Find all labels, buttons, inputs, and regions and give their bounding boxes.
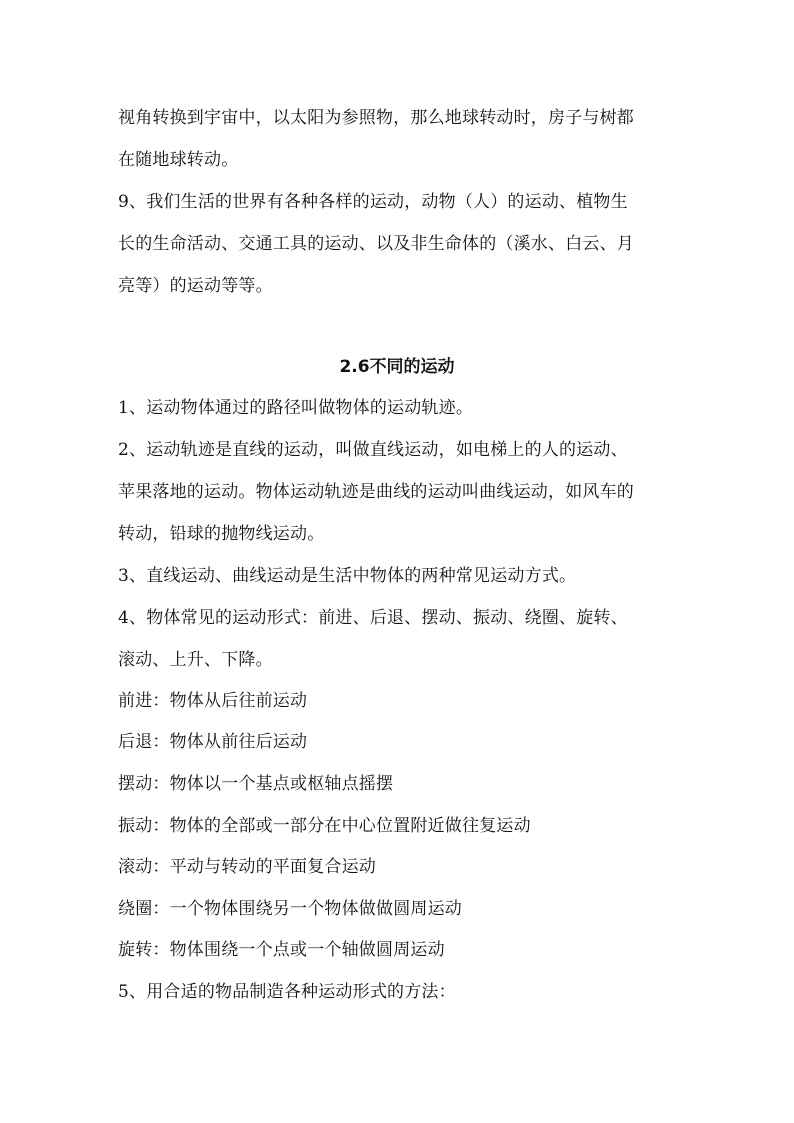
paragraph-line: 亮等）的运动等等。	[118, 276, 273, 296]
definition-line: 绕圈：一个物体围绕另一个物体做做圆周运动	[118, 899, 462, 919]
section-title: 2.6不同的运动	[339, 357, 455, 377]
paragraph-line: 2、运动轨迹是直线的运动，叫做直线运动，如电梯上的人的运动、	[118, 440, 628, 460]
paragraph-line: 5、用合适的物品制造各种运动形式的方法：	[118, 982, 456, 1002]
paragraph-line: 3、直线运动、曲线运动是生活中物体的两种常见运动方式。	[118, 566, 577, 586]
paragraph-line: 在随地球转动。	[118, 150, 239, 170]
definition-line: 滚动：平动与转动的平面复合运动	[118, 857, 376, 877]
paragraph-line: 长的生命活动、交通工具的运动、以及非生命体的（溪水、白云、月	[118, 234, 634, 254]
definition-line: 振动：物体的全部或一部分在中心位置附近做往复运动	[118, 816, 531, 836]
definition-line: 前进：物体从后往前运动	[118, 691, 308, 711]
paragraph-line: 9、我们生活的世界有各种各样的运动，动物（人）的运动、植物生	[118, 192, 628, 212]
paragraph-line: 1、运动物体通过的路径叫做物体的运动轨迹。	[118, 398, 474, 418]
definition-line: 后退：物体从前往后运动	[118, 732, 308, 752]
paragraph-line: 视角转换到宇宙中，以太阳为参照物，那么地球转动时，房子与树都	[118, 108, 634, 128]
paragraph-line: 滚动、上升、下降。	[118, 650, 273, 670]
definition-line: 摆动：物体以一个基点或枢轴点摇摆	[118, 774, 394, 794]
paragraph-line: 4、物体常见的运动形式：前进、后退、摆动、振动、绕圈、旋转、	[118, 608, 628, 628]
paragraph-line: 转动，铅球的抛物线运动。	[118, 524, 325, 544]
paragraph-line: 苹果落地的运动。物体运动轨迹是曲线的运动叫曲线运动，如风车的	[118, 482, 634, 502]
definition-line: 旋转：物体围绕一个点或一个轴做圆周运动	[118, 940, 445, 960]
